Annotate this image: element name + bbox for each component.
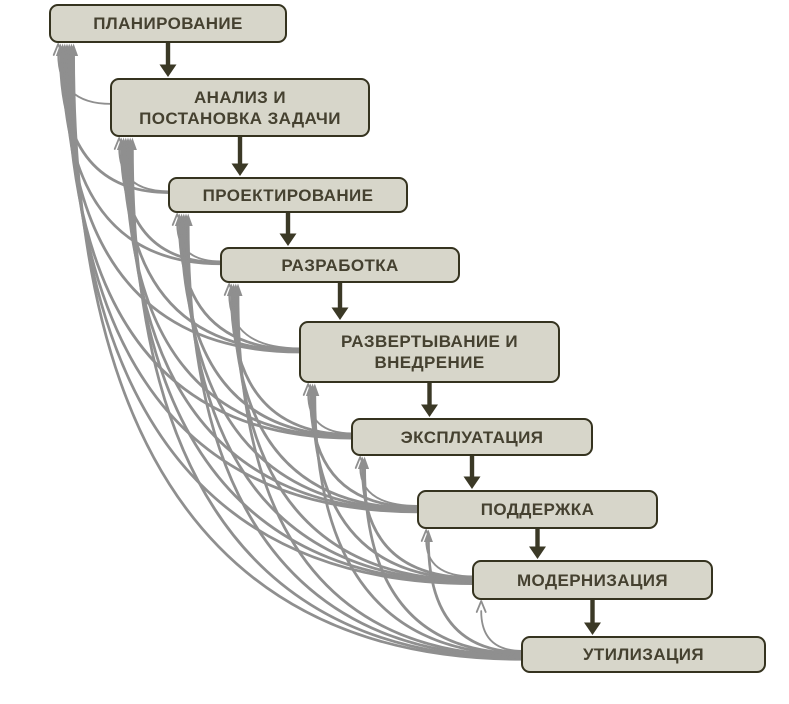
flow-arrowhead-icon [332,308,349,321]
stage-analysis-label-line1: АНАЛИЗ И [194,87,286,107]
stage-modernization [472,560,713,600]
flow-arrowhead-icon [421,405,438,418]
stage-deployment-label-line1: РАЗВЕРТЫВАНИЕ И [340,332,518,351]
feedback-arrow [481,611,522,651]
stage-deployment [299,321,560,383]
stage-support [417,490,658,529]
stage-planning-label: ПЛАНИРОВАНИЕ [93,14,243,33]
stage-deployment-label-line2: ВНЕДРЕНИЕ [374,353,485,372]
stage-operation [351,418,593,456]
stage-development-label: РАЗРАБОТКА [281,255,399,275]
stage-modernization-label: МОДЕРНИЗАЦИЯ [516,570,669,590]
stage-development [220,247,460,283]
flow-arrowhead-icon [464,477,481,490]
stage-operation-label: ЭКСПЛУАТАЦИЯ [400,427,544,447]
stage-design-label: ПРОЕКТИРОВАНИЕ [202,185,374,205]
stage-disposal [521,636,766,673]
flow-arrowhead-icon [584,623,601,636]
stage-analysis-label-line2: ПОСТАНОВКА ЗАДАЧИ [139,108,341,128]
flow-arrowhead-icon [232,164,249,177]
stage-planning [49,4,287,43]
stage-disposal-label: УТИЛИЗАЦИЯ [582,645,705,664]
flow-arrowhead-icon [529,547,546,560]
flow-arrowhead-icon [160,65,177,78]
stage-support-label: ПОДДЕРЖКА [480,500,595,519]
feedback-arrow [426,540,473,576]
flow-arrowhead-icon [280,234,297,247]
stage-design [168,177,408,213]
stage-analysis [110,78,370,137]
